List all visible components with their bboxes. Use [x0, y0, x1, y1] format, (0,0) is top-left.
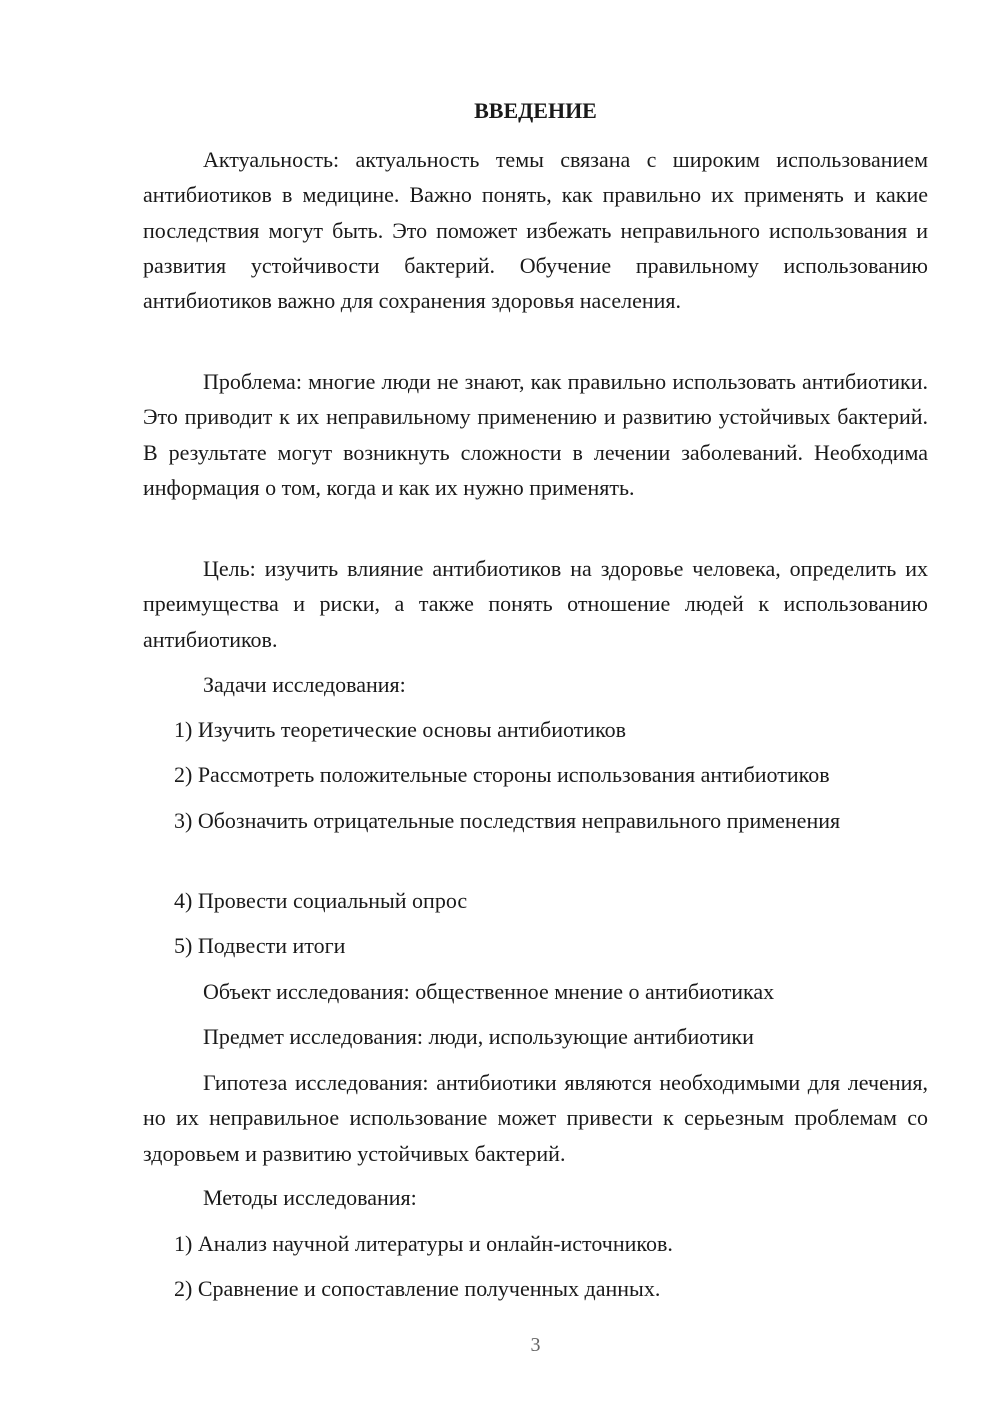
hypothesis-paragraph: Гипотеза исследования: антибиотики являются необходимыми для лечения, но их неправильное использование может привести к серьезным проблемам со здоровьем и развитию устойчивых бактерий. [143, 1070, 928, 1166]
goal-paragraph: Цель: изучить влияние антибиотиков на здоровье человека, определить их преимущества и риски, а также понять отношение людей к использованию антибиотиков. [143, 556, 928, 652]
task-item-3: 3) Обозначить отрицательные последствия неправильного применения [174, 808, 841, 833]
research-object: Объект исследования: общественное мнение о антибиотиках [203, 979, 775, 1004]
methods-heading: Методы исследования: [203, 1185, 417, 1210]
relevance-paragraph: Актуальность: актуальность темы связана с широким использованием антибиотиков в медицине. Важно понять, как правильно их применять и какие последствия могут быть. Это поможет избежать неправильного использования и развития устойчивости бактерий. Обучение правильному использованию антибиотиков важно для сохранения здоровья населения. [143, 147, 928, 314]
task-item-5: 5) Подвести итоги [174, 933, 346, 958]
tasks-heading: Задачи исследования: [203, 672, 406, 697]
method-item-2: 2) Сравнение и сопоставление полученных данных. [174, 1276, 661, 1301]
section-title: ВВЕДЕНИЕ [474, 98, 597, 123]
research-subject: Предмет исследования: люди, использующие антибиотики [203, 1024, 754, 1049]
problem-paragraph: Проблема: многие люди не знают, как правильно использовать антибиотики. Это приводит к их неправильному применению и развитию устойчивых бактерий. В результате могут возникнуть сложности в лечении заболеваний. Необходима информация о том, когда и как их нужно применять. [143, 369, 928, 500]
task-item-1: 1) Изучить теоретические основы антибиотиков [174, 717, 627, 742]
method-item-1: 1) Анализ научной литературы и онлайн-источников. [174, 1231, 673, 1256]
task-item-4: 4) Провести социальный опрос [174, 888, 468, 913]
task-item-2: 2) Рассмотреть положительные стороны использования антибиотиков [174, 762, 830, 787]
page-number: 3 [530, 1334, 541, 1356]
document-page [143, 0, 928, 1414]
